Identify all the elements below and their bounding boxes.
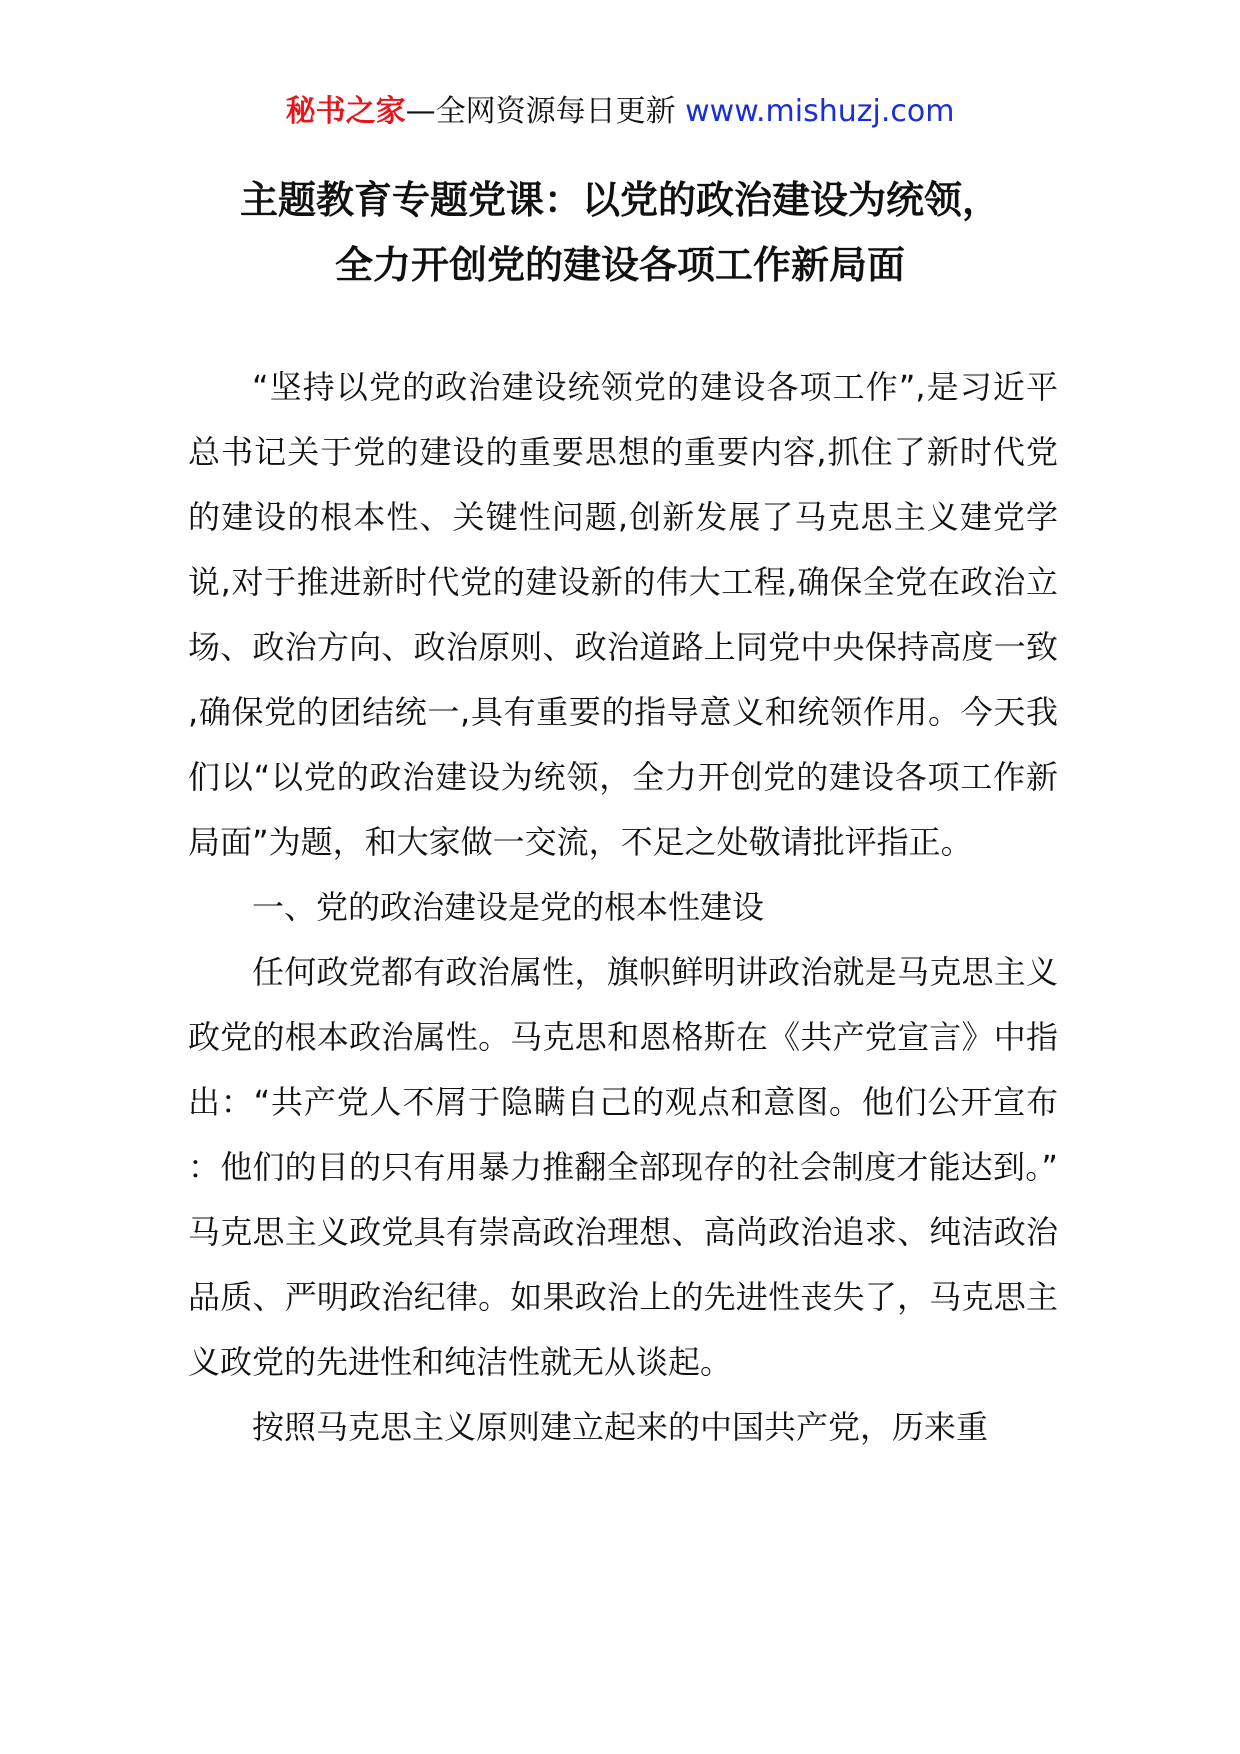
title-line-1: 主题教育专题党课：以党的政治建设为统领， <box>239 178 1000 222</box>
title-line-2: 全力开创党的建设各项工作新局面 <box>334 243 905 287</box>
site-tagline: —全网资源每日更新 <box>405 94 686 129</box>
paragraph-intro: “坚持以党的政治建设统领党的建设各项工作”,是习近平总书记关于党的建设的重要思想的重要内容,抓住了新时代党的建设的根本性、关键性问题,创新发展了马克思主义建党学说,对于推进新时代党的建设新的伟大工程,确保全党在政治立场、政治方向、政治原则、政治道路上同党中央保持高度一致,确保党的团结统一,具有重要的指导意义和统领作用。今天我们以“以党的政治建设为统领，全力开创党的建设各项工作新局面”为题，和大家做一交流，不足之处敬请批评指正。 <box>188 368 1058 861</box>
site-header <box>0 92 1240 132</box>
site-brand: 秘书之家 <box>285 94 406 129</box>
document-title <box>0 168 1240 298</box>
paragraph-section-1: 任何政党都有政治属性，旗帜鲜明讲政治就是马克思主义政党的根本政治属性。马克思和恩格斯在《共产党宣言》中指出：“共产党人不屑于隐瞒自己的观点和意图。他们公开宣布：他们的目的只有用暴力推翻全部现存的社会制度才能达到。”马克思主义政党具有崇高政治理想、高尚政治追求、纯洁政治品质、严明政治纪律。如果政治上的先进性丧失了，马克思主义政党的先进性和纯洁性就无从谈起。 <box>188 953 1058 1381</box>
paragraph-continued: 按照马克思主义原则建立起来的中国共产党，历来重 <box>252 1408 989 1446</box>
document-body <box>188 355 1058 1460</box>
section-heading-1: 一、党的政治建设是党的根本性建设 <box>252 888 765 926</box>
site-url[interactable]: www.mishuzj.com <box>685 94 955 129</box>
